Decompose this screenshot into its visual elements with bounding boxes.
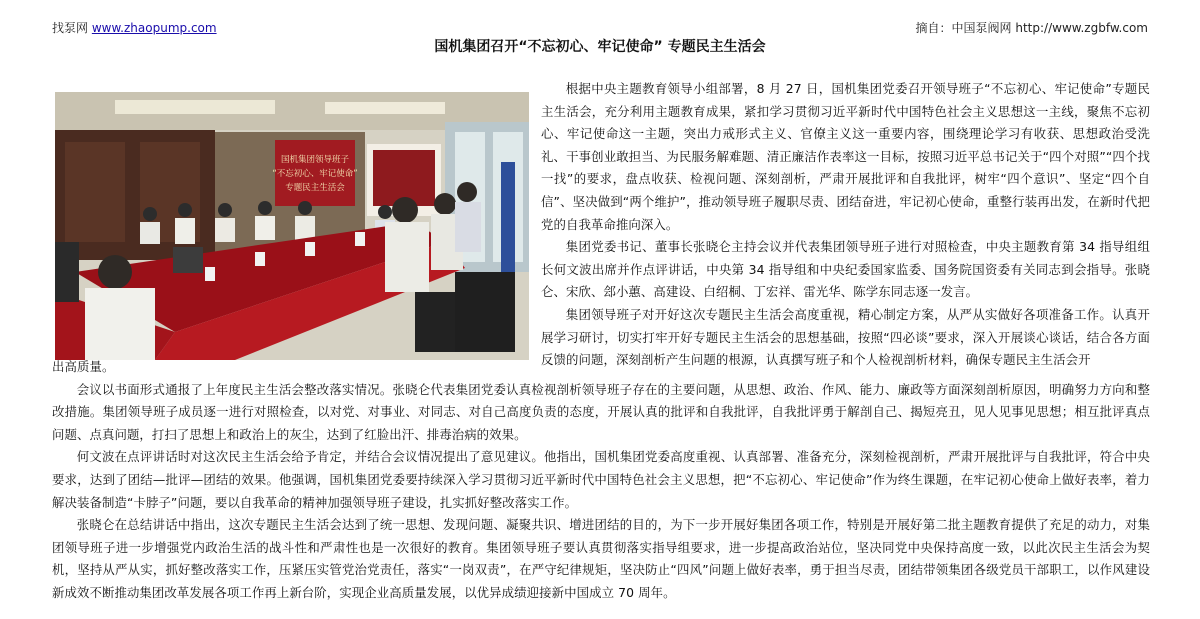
photo-banner-line-1: 国机集团领导班子 [280,155,350,165]
photo-banner-line-2: “不忘初心、牢记使命” [272,169,358,179]
paragraph-5: 何文波在点评讲话时对这次民主生活会给予肯定，并结合会议情况提出了意见建议。他指出，国机集团党委高度重视、认真部署、准备充分，深刻检视剖析，严肃开展批评与自我批评，符合中央要求，达到了团结—批评—团结的效果。他强调，国机集团党委要持续深入学习贯彻习近平新时代中国特色社会主义思想，把“不忘初心、牢记使命”作为终生课题，在牢记初心使命上做好表率，着力解决装备制造“卡脖子”问题，要以自我革命的精神加强领导班子建设，扎实抓好整改落实工作。 [52,449,1150,510]
paragraph-1: 根据中央主题教育领导小组部署，8 月 27 日，国机集团党委召开领导班子“不忘初心、牢记使命”专题民主生活会，充分利用主题教育成果，紧扣学习贯彻习近平新时代中国特色社会主义思想这一主线，聚焦不忘初心、牢记使命这一主题，突出力戒形式主义、官僚主义这一重要内容，围绕理论学习有收获、思想政治受洗礼、干事创业敢担当、为民服务解难题、清正廉洁作表率这一目标，按照习近平总书记关于“四个对照”“四个找一找”的要求，盘点收获、检视问题、深刻剖析，严肃开展批评和自我批评，树牢“四个意识”、坚定“四个自信”、坚决做到“两个维护”，推动领导班子履职尽责、团结奋进，牢记初心使命，重整行装再出发，在新时代把党的自我革命推向深入。 [541,81,1150,232]
article-title: 国机集团召开“不忘初心、牢记使命” 专题民主生活会 [434,39,766,55]
paragraph-3-continued: 出高质量。 [52,359,115,374]
photo-banner-line-3: 专题民主生活会 [285,183,345,193]
excerpt-url: http://www.zgbfw.com [1015,21,1148,35]
meeting-photo [55,92,529,360]
source-label: 找泵网 [52,21,89,35]
article-body-top [541,78,1150,372]
paragraph-3: 集团领导班子对开好这次专题民主生活会高度重视，精心制定方案，从严从实做好各项准备工作。认真开展学习研讨，切实打牢开好专题民主生活会的思想基础，按照“四必谈”要求，深入开展谈心谈话，结合各方面反馈的问题，深刻剖析产生问题的根源，认真撰写班子和个人检视剖析材料，确保专题民主生活会开 [541,306,1150,368]
paragraph-6: 张晓仑在总结讲话中指出，这次专题民主生活会达到了统一思想、发现问题、凝聚共识、增进团结的目的，为下一步开展好集团各项工作，特别是开展好第二批主题教育提供了充足的动力，对集团领导班子进一步增强党内政治生活的战斗性和严肃性也是一次很好的教育。集团领导班子要认真贯彻落实指导组要求，进一步提高政治站位，坚决同党中央保持高度一致，以此次民主生活会为契机，坚持从严从实，抓好整改落实工作，压紧压实管党治党责任，落实“一岗双责”，在严守纪律规矩，坚决防止“四风”问题上做好表率，勇于担当尽责，团结带领集团各级党员干部职工，以作风建设新成效不断推动集团改革发展各项工作再上新台阶，实现企业高质量发展，以优异成绩迎接新中国成立 70 周年。 [52,517,1150,600]
header-bar [52,19,1148,37]
paragraph-4: 会议以书面形式通报了上年度民主生活会整改落实情况。张晓仑代表集团党委认真检视剖析领导班子存在的主要问题，从思想、政治、作风、能力、廉政等方面深刻剖析原因，明确努力方向和整改措施。集团领导班子成员逐一进行对照检查，以对党、对事业、对同志、对自己高度负责的态度，开展认真的批评和自我批评，自我批评勇于解剖自己、揭短亮丑，见人见事见思想；相互批评真点问题、点真问题，打扫了思想上和政治上的灰尘，达到了红脸出汗、排毒治病的效果。 [52,381,1150,442]
article-body-bottom [52,359,1150,605]
paragraph-2: 集团党委书记、董事长张晓仑主持会议并代表集团领导班子进行对照检查，中央主题教育第 34 指导组组长何文波出席并作点评讲话，中央第 34 指导组和中央纪委国家监委、国务院国资委有关同志到会指导。张晓仑、宋欣、郐小蕙、高建设、白绍桐、丁宏祥、雷光华、陈学东同志逐一发言。 [541,239,1150,300]
excerpt-label: 摘自：中国泵阀网 [915,21,1012,35]
source-info [52,19,217,37]
excerpt-info [916,19,1148,37]
source-link[interactable]: www.zhaopump.com [91,21,217,35]
